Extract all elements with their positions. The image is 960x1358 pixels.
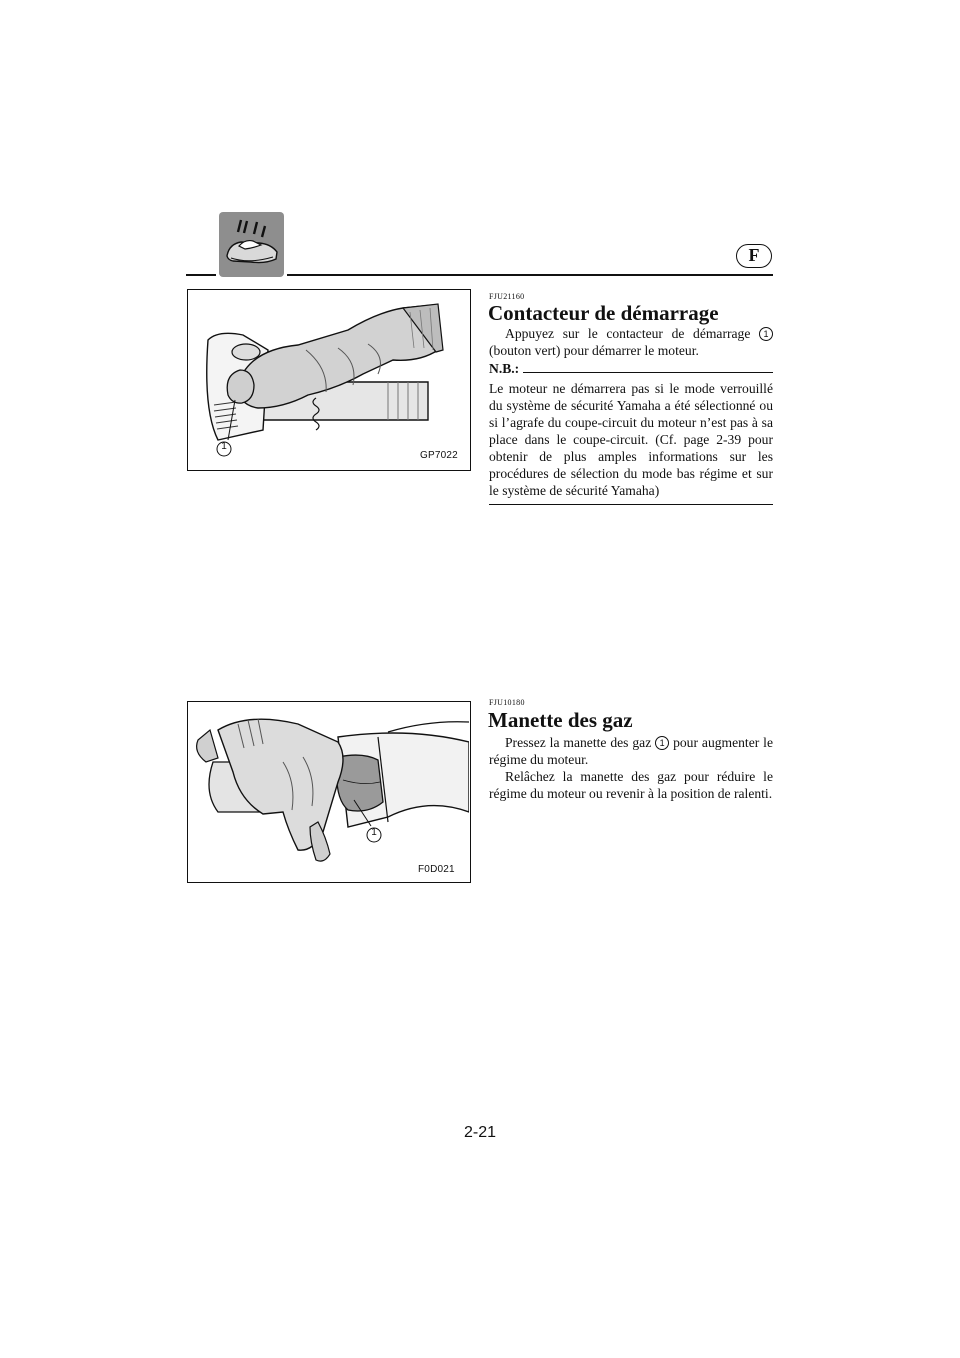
figure-start-switch xyxy=(187,289,471,471)
section2-code: FJU10180 xyxy=(489,698,525,707)
section2-callout: 1 xyxy=(655,736,669,750)
start-switch-illustration xyxy=(188,290,469,469)
note-heading xyxy=(489,360,773,377)
header-rule-right xyxy=(287,274,773,276)
note-rule-top xyxy=(523,372,773,373)
section1-code: FJU21160 xyxy=(489,292,525,301)
figure-throttle xyxy=(187,701,471,883)
note-text: Le moteur ne démarrera pas si le mode verrouillé du système de sécurité Yamaha a été sélectionné ou si l’agrafe du coupe-circuit du moteur n’est pas à sa place dans le coupe-circuit. (Cf. page 2-39 pour obtenir de plus amples informations sur les procédures de sélection du mode bas régime et sur le système de sécurité Yamaha) xyxy=(489,381,773,498)
section1-body xyxy=(489,325,773,505)
section2-title: Manette des gaz xyxy=(488,708,633,732)
note-label: N.B.: xyxy=(489,361,520,376)
section1-callout: 1 xyxy=(759,327,773,341)
section1-paragraph: Appuyez sur le contacteur de démarrage 1 (bouton vert) pour démarrer le moteur. xyxy=(489,325,773,359)
language-badge: F xyxy=(736,244,772,268)
note-rule-bottom xyxy=(489,504,773,505)
figure1-code: GP7022 xyxy=(420,450,458,461)
figure1-callout: 1 xyxy=(221,441,227,452)
section1-title: Contacteur de démarrage xyxy=(488,301,719,325)
section2-body xyxy=(489,734,773,802)
section2-paragraph-1: Pressez la manette des gaz 1 pour augmenter le régime du moteur. xyxy=(489,735,773,767)
throttle-illustration xyxy=(188,702,469,881)
page-number: 2-21 xyxy=(463,1124,497,1141)
figure2-callout: 1 xyxy=(371,827,377,838)
watercraft-section-icon xyxy=(219,212,284,277)
header-rule-left xyxy=(186,274,216,276)
section2-paragraph-2: Relâchez la manette des gaz pour réduire le régime du moteur ou revenir à la position de ralenti. xyxy=(489,769,773,801)
figure2-code: F0D021 xyxy=(418,864,455,875)
